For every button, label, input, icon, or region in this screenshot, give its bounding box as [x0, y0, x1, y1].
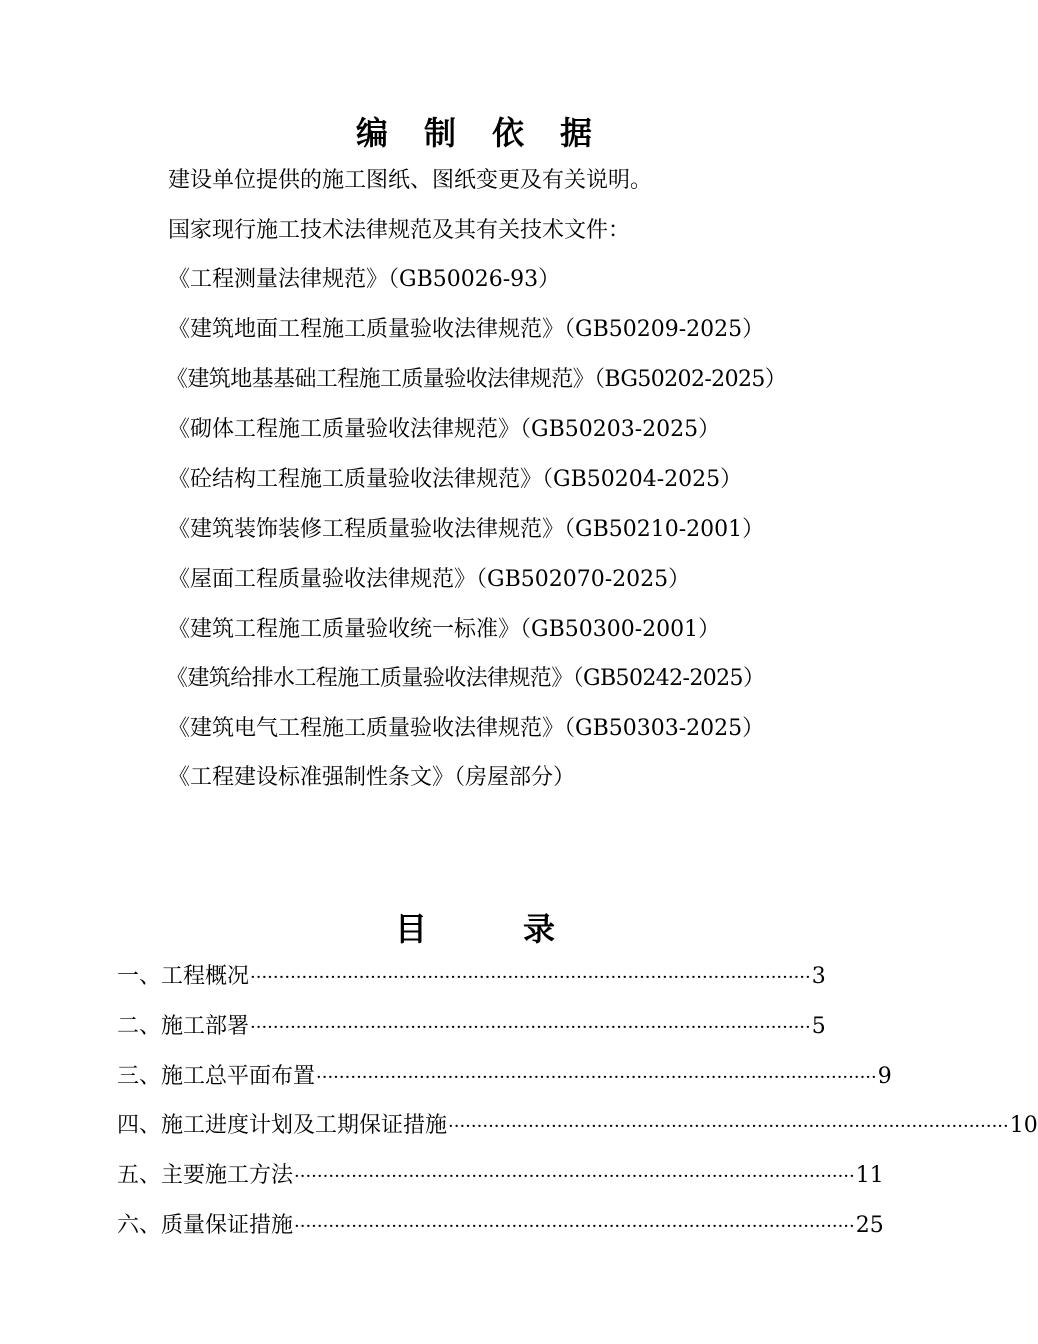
- standard-item: 《建筑地面工程施工质量验收法律规范》（GB50209-2025）: [168, 317, 765, 342]
- standard-item: 《建筑地基基础工程施工质量验收法律规范》（BG50202-2025）: [166, 367, 787, 392]
- standard-item: 《建筑装饰装修工程质量验收法律规范》（GB50210-2001）: [168, 517, 765, 542]
- toc-item-page: 5: [811, 1014, 826, 1039]
- toc-item-page: 9: [877, 1064, 892, 1089]
- toc-item-page: 10: [1009, 1113, 1038, 1138]
- toc-item-label: 一、工程概况: [117, 964, 250, 989]
- standard-item: 《建筑工程施工质量验收统一标准》（GB50300-2001）: [168, 617, 721, 642]
- toc-leader-dots: ··································································································: [316, 1067, 877, 1088]
- toc-item-label: 四、施工进度计划及工期保证措施: [117, 1113, 448, 1138]
- toc-item[interactable]: [117, 1011, 826, 1043]
- basis-title: 编 制 依 据: [355, 114, 594, 152]
- toc-item[interactable]: [117, 1160, 884, 1192]
- basis-intro-line: 国家现行施工技术法律规范及其有关技术文件：: [168, 218, 631, 243]
- basis-intro-line: 建设单位提供的施工图纸、图纸变更及有关说明。: [168, 168, 653, 193]
- toc-title: 目 录: [394, 910, 555, 948]
- standard-item: 《建筑给排水工程施工质量验收法律规范》（GB50242-2025）: [166, 666, 765, 691]
- standard-item: 《砌体工程施工质量验收法律规范》（GB50203-2025）: [168, 417, 721, 442]
- standard-item: 《工程建设标准强制性条文》（房屋部分）: [168, 765, 576, 790]
- toc-item-page: 25: [855, 1213, 884, 1238]
- toc-leader-dots: ··································································································: [294, 1166, 855, 1187]
- toc-item[interactable]: [117, 1061, 892, 1093]
- toc-item[interactable]: [117, 1210, 884, 1242]
- toc-item[interactable]: [117, 961, 826, 993]
- toc-item-label: 六、质量保证措施: [117, 1213, 294, 1238]
- toc-item-label: 五、主要施工方法: [117, 1163, 294, 1188]
- toc-leader-dots: ··································································································: [250, 967, 811, 988]
- toc-item[interactable]: [117, 1110, 1038, 1142]
- standard-item: 《砼结构工程施工质量验收法律规范》（GB50204-2025）: [168, 467, 743, 492]
- toc-leader-dots: ··································································································: [250, 1017, 811, 1038]
- toc-leader-dots: ··································································································: [448, 1116, 1009, 1137]
- toc-item-page: 11: [855, 1163, 884, 1188]
- standard-item: 《建筑电气工程施工质量验收法律规范》（GB50303-2025）: [168, 716, 765, 741]
- standard-item: 《屋面工程质量验收法律规范》（GB502070-2025）: [168, 567, 691, 592]
- toc-leader-dots: ··································································································: [294, 1216, 855, 1237]
- standard-item: 《工程测量法律规范》（GB50026-93）: [168, 267, 561, 292]
- toc-item-page: 3: [811, 964, 826, 989]
- toc-item-label: 三、施工总平面布置: [117, 1064, 316, 1089]
- toc-item-label: 二、施工部署: [117, 1014, 250, 1039]
